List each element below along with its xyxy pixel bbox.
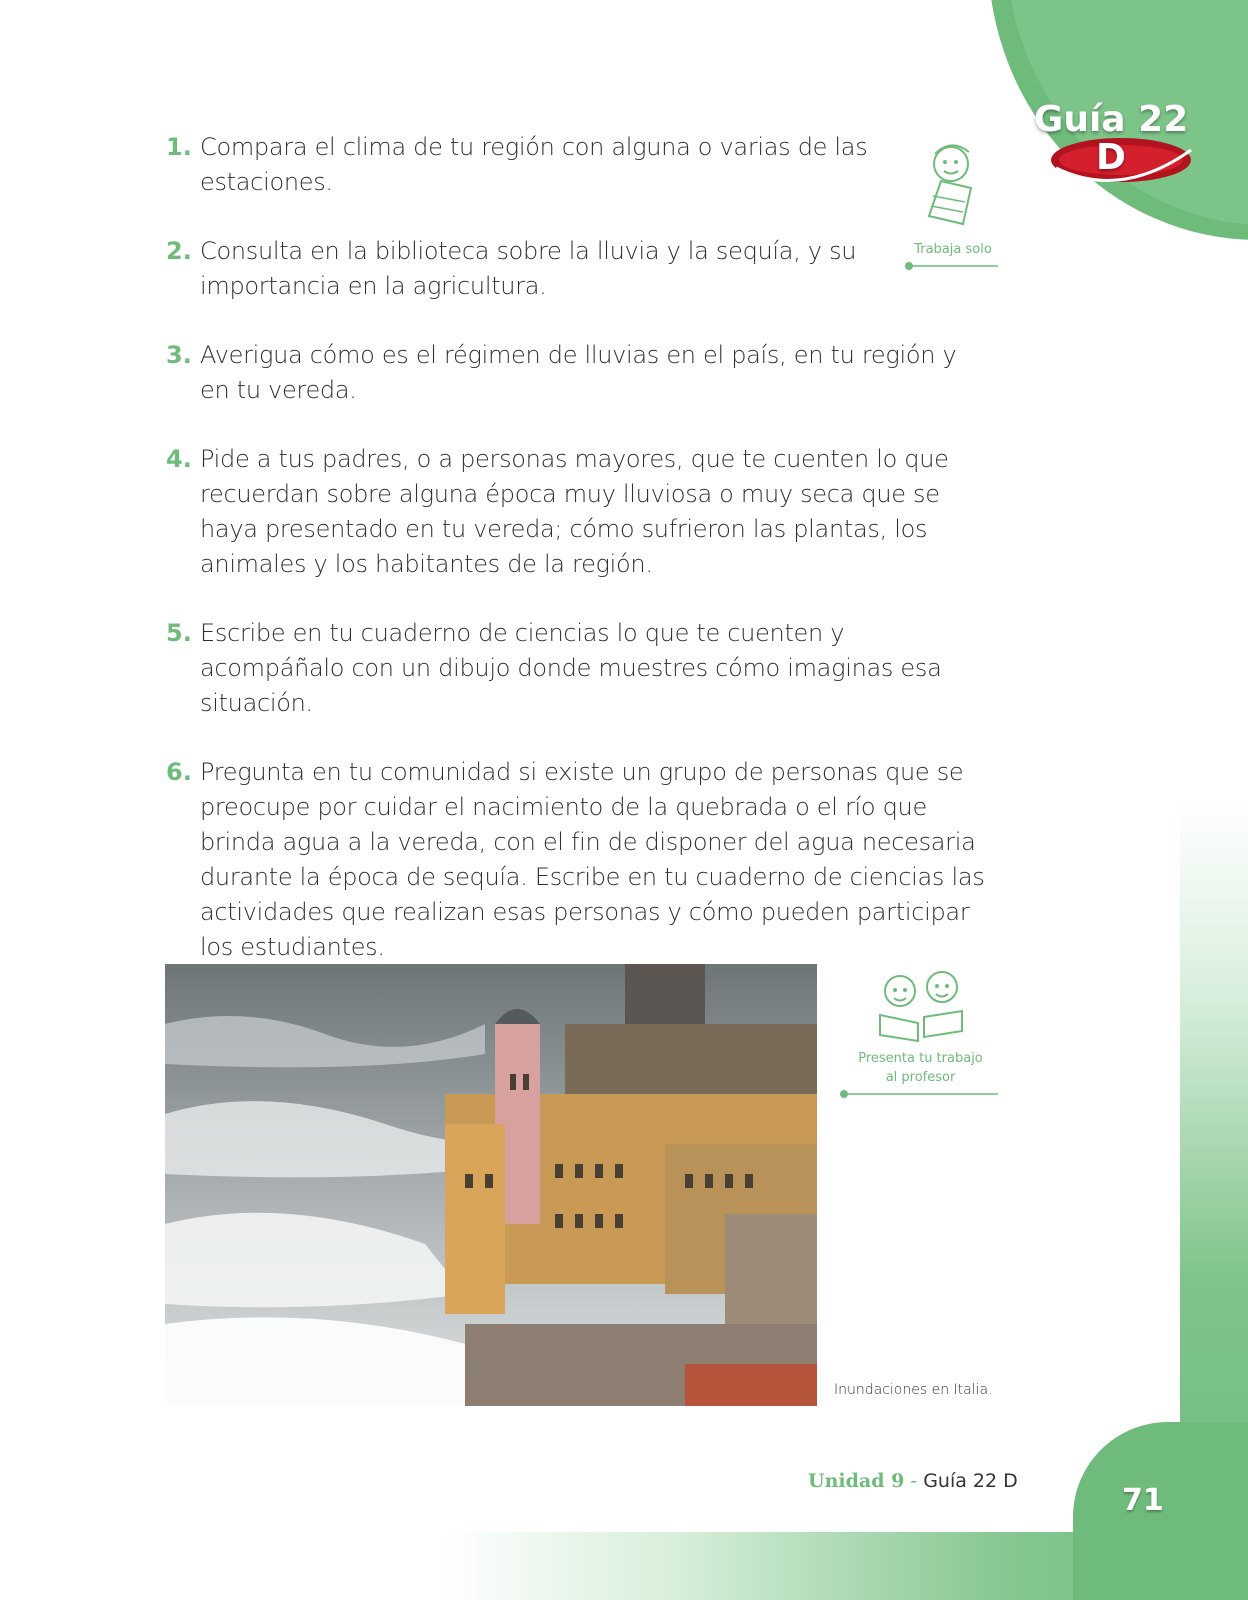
present-rule	[843, 1093, 998, 1095]
activity-number: 3.	[166, 341, 192, 369]
activity-text: Pide a tus padres, o a personas mayores, que te cuenten lo que recuerdan sobre alguna época muy lluviosa o muy seca que se haya presentado en tu vereda; cómo sufrieron las plantas, los animales y los habitantes de la región.	[200, 445, 949, 578]
guide-badge	[1026, 100, 1196, 200]
present-label-line2: al profesor	[885, 1070, 956, 1085]
activity-item	[160, 338, 990, 408]
flood-photo	[165, 964, 817, 1406]
activity-item	[160, 755, 990, 965]
present-to-teacher-indicator	[843, 965, 998, 1095]
children-reading-icon	[866, 965, 976, 1045]
activity-item	[160, 442, 990, 582]
guide-letter: D	[1096, 137, 1126, 178]
guide-title: Guía 22	[1033, 99, 1189, 140]
activity-item	[160, 234, 990, 304]
work-alone-label: Trabaja solo	[914, 242, 992, 257]
footer-unit: Unidad 9	[808, 1470, 905, 1492]
activity-text: Compara el clima de tu región con alguna o varias de las estaciones.	[200, 133, 868, 196]
footer-guide: Guía 22 D	[923, 1470, 1018, 1492]
activity-item	[160, 130, 990, 200]
activity-text: Consulta en la biblioteca sobre la lluvia y la sequía, y su importancia en la agricultura.	[200, 237, 857, 300]
activity-text: Escribe en tu cuaderno de ciencias lo que te cuenten y acompáñalo con un dibujo donde muestres cómo imaginas esa situación.	[200, 619, 942, 717]
activity-number: 2.	[166, 237, 192, 265]
activity-number: 1.	[166, 133, 192, 161]
photo-caption: Inundaciones en Italia.	[834, 1382, 993, 1398]
activity-text: Pregunta en tu comunidad si existe un grupo de personas que se preocupe por cuidar el nacimiento de la quebrada o el río que brinda agua a la vereda, con el fin de disponer del agua necesaria durante la época de sequía. Escribe en tu cuaderno de ciencias las actividades que realizan esas personas y cómo pueden participar los estudiantes.	[200, 758, 985, 961]
activity-item	[160, 616, 990, 721]
present-label-line1: Presenta tu trabajo	[858, 1051, 983, 1066]
footer-separator: -	[910, 1470, 918, 1492]
activity-number: 4.	[166, 445, 192, 473]
activity-number: 6.	[166, 758, 192, 786]
right-decorative-band	[1180, 0, 1248, 1600]
activity-text: Averigua cómo es el régimen de lluvias en el país, en tu región y en tu vereda.	[200, 341, 957, 404]
activity-number: 5.	[166, 619, 192, 647]
flood-photo-illustration	[165, 964, 817, 1406]
activity-list	[160, 130, 990, 999]
page-footer	[808, 1470, 1018, 1492]
page-number: 71	[1122, 1483, 1164, 1518]
